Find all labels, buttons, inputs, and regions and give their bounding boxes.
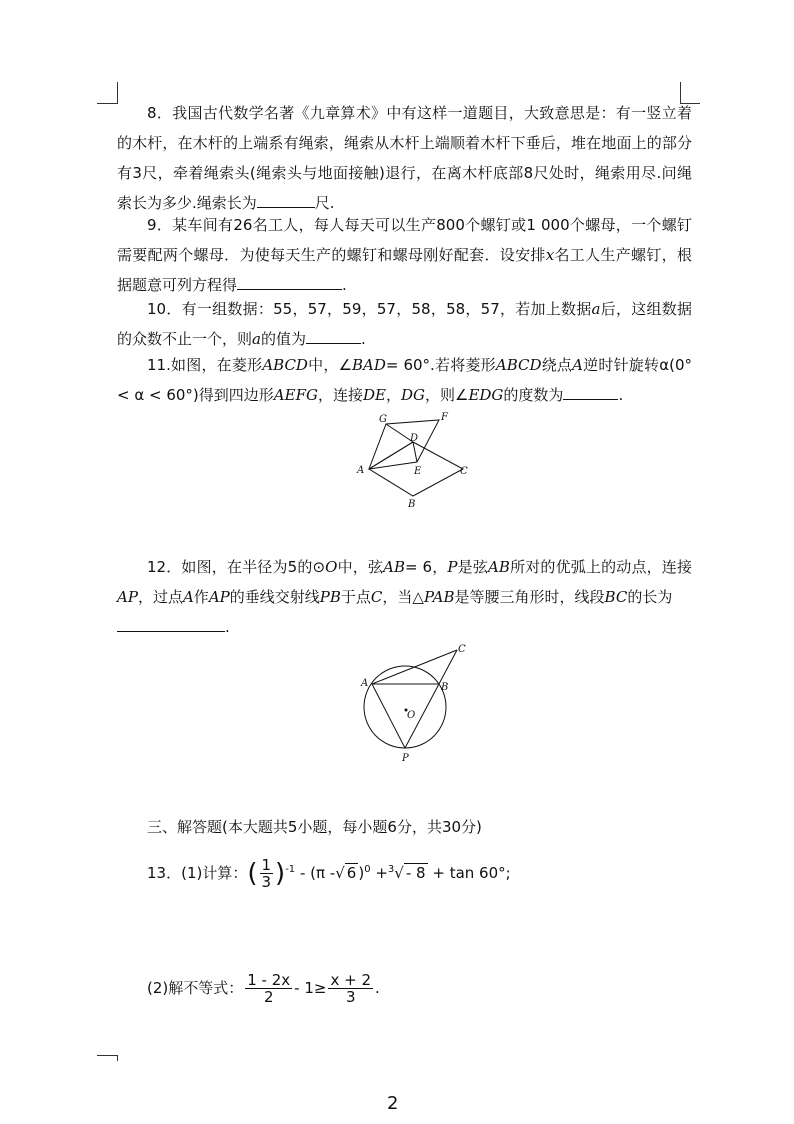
label-a: A xyxy=(357,465,365,476)
q12-p8: 的垂线交射线 xyxy=(229,588,320,606)
cbrt-sign: √ xyxy=(394,864,404,882)
inequality-mid: - 1≥ xyxy=(294,979,327,997)
crop-mark-bottom-left-v xyxy=(117,1055,118,1061)
label-b: B xyxy=(408,499,416,510)
q12-p5: 所对的优弧上的动点，连接 xyxy=(509,558,692,576)
sqrt-six: 6 xyxy=(346,864,357,882)
segment-dg xyxy=(386,424,413,442)
question-12 xyxy=(117,552,692,642)
segment-de xyxy=(413,442,417,462)
pi-minus: - (π - xyxy=(299,864,336,882)
q11-v7: DG xyxy=(400,386,425,404)
q12-v7: AP xyxy=(208,588,230,606)
q11-p2: 中，∠ xyxy=(307,356,353,374)
q10-text-c: 的值为 xyxy=(260,330,306,348)
q12-v5: AP xyxy=(117,588,138,606)
paren-close: ) xyxy=(275,858,286,889)
segment-ad xyxy=(369,442,413,469)
label-a: A xyxy=(361,678,369,689)
fraction-one-third xyxy=(260,857,274,890)
exp-neg1: -1 xyxy=(285,864,296,875)
segment-ap xyxy=(372,684,405,748)
fraction-left xyxy=(245,972,292,1005)
q9-var: x xyxy=(545,246,555,264)
q12-v8: PB xyxy=(319,588,341,606)
q11-tail: . xyxy=(618,386,624,404)
q12-tail: . xyxy=(225,618,230,636)
q11-v6: DE xyxy=(362,386,386,404)
q12-p4: 是弦 xyxy=(457,558,489,576)
q11-v1: ABCD xyxy=(262,356,308,374)
rhombus-figure xyxy=(350,410,480,515)
q12-v11: BC xyxy=(604,588,628,606)
q13-label1: 13．(1)计算： xyxy=(147,864,248,882)
q11-v3: ABCD xyxy=(495,356,542,374)
q12-answer-blank[interactable] xyxy=(117,617,225,632)
q12-v9: C xyxy=(370,588,383,606)
page-number: 2 xyxy=(387,1093,399,1114)
q13-part2 xyxy=(147,972,380,1005)
q11-v4: A xyxy=(572,356,583,374)
cube-root-index: 3 xyxy=(387,864,395,875)
label-d: D xyxy=(410,433,419,444)
q11-p6: ，连接 xyxy=(317,386,363,404)
fraction-right xyxy=(328,972,373,1005)
q9-tail: . xyxy=(342,276,347,294)
quad-aefg xyxy=(369,420,439,469)
q12-v10: PAB xyxy=(423,588,455,606)
label-f: F xyxy=(441,412,448,423)
q11-p3: = 60°.若将菱形 xyxy=(385,356,496,374)
crop-mark-bottom-left xyxy=(97,1055,117,1056)
q8-answer-blank[interactable] xyxy=(257,193,315,208)
paren-close-2: ) xyxy=(358,864,365,882)
q8-tail: 尺. xyxy=(314,194,335,212)
q12-p1: 12．如图，在半径为5的⊙ xyxy=(147,558,326,576)
q9-text-b: 名工人生产螺钉，根据题意可列方程得 xyxy=(117,246,692,294)
paren-open: ( xyxy=(247,858,258,889)
q11-v5: AEFG xyxy=(273,386,318,404)
q12-p10: ，当△ xyxy=(382,588,424,606)
q12-p9: 于点 xyxy=(340,588,371,606)
frac-right-den: 3 xyxy=(345,988,356,1006)
q12-p2: 中，弦 xyxy=(337,558,384,576)
exp-zero: 0 xyxy=(364,864,371,875)
q13-end: . xyxy=(375,979,380,997)
label-b: B xyxy=(441,682,449,693)
section-heading: 三、解答题(本大题共5小题，每小题6分，共30分) xyxy=(147,818,482,836)
frac-num: 1 xyxy=(261,856,272,874)
question-9 xyxy=(117,210,692,300)
q9-text-a: 9．某车间有26名工人，每人每天可以生产800个螺钉或1 000个螺母，一个螺钉需要配两个螺母．为使每天生产的螺钉和螺母刚好配套．设安排 xyxy=(117,216,692,264)
q11-p5: 逆时针旋转α(0° < α < 60°)得到四边形 xyxy=(117,356,692,404)
label-p: P xyxy=(402,753,409,764)
q11-p7: ， xyxy=(385,386,401,404)
crop-mark-top-left-h xyxy=(97,103,117,104)
circle-o xyxy=(364,666,449,748)
label-g: G xyxy=(379,414,387,425)
q11-v8: EDG xyxy=(468,386,504,404)
q12-p3: = 6， xyxy=(405,558,448,576)
q12-v2: AB xyxy=(383,558,405,576)
q11-p9: 的度数为 xyxy=(503,386,564,404)
ray-pb xyxy=(405,650,457,748)
q12-v1: O xyxy=(325,558,338,576)
frac-den: 3 xyxy=(261,873,272,891)
question-11 xyxy=(117,350,692,410)
q13-part1 xyxy=(147,855,511,890)
q11-p4: 绕点 xyxy=(541,356,573,374)
segment-ac xyxy=(372,650,457,684)
q10-var: a xyxy=(591,300,601,318)
q12-p7: 作 xyxy=(193,588,209,606)
cbrt-neg8: - 8 xyxy=(405,864,426,882)
q11-p1: 11.如图，在菱形 xyxy=(147,356,263,374)
q11-v2: BAD xyxy=(352,356,386,374)
q10-var2: a xyxy=(252,330,261,348)
q12-v4: AB xyxy=(488,558,510,576)
frac-left-den: 2 xyxy=(263,988,274,1006)
question-8 xyxy=(117,98,692,218)
question-10 xyxy=(117,294,692,354)
q12-v3: P xyxy=(447,558,458,576)
q10-tail: . xyxy=(360,330,366,348)
label-e: E xyxy=(414,466,422,477)
q10-text-a: 10．有一组数据：55，57，59，57，58，58，57，若加上数据 xyxy=(147,300,592,318)
circle-figure xyxy=(355,640,475,770)
q11-p8: ，则∠ xyxy=(425,386,469,404)
q12-p6: ，过点 xyxy=(137,588,183,606)
q12-p11: 是等腰三角形时，线段 xyxy=(454,588,605,606)
q9-answer-blank[interactable] xyxy=(237,275,342,290)
q13-label2: (2)解不等式： xyxy=(147,979,244,997)
sqrt-sign: √ xyxy=(335,864,345,882)
q10-text-b: 后，这组数据的众数不止一个，则 xyxy=(117,300,692,348)
q11-answer-blank[interactable] xyxy=(563,385,618,400)
q8-text: 8．我国古代数学名著《九章算术》中有这样一道题目，大致意思是：有一竖立着的木杆，在木杆的上端系有绳索，绳索从木杆上端顺着木杆下垂后，堆在地面上的部分有3尺，牵着绳索头(绳索头与地面接触)退行，在离木杆底部8尺处时，绳索用尽.问绳索长为多少.绳索长为 xyxy=(117,104,692,212)
q12-p12: 的长为 xyxy=(627,588,673,606)
label-c: C xyxy=(458,644,466,655)
q12-v6: A xyxy=(182,588,194,606)
label-c: C xyxy=(460,466,468,477)
q10-answer-blank[interactable] xyxy=(306,329,361,344)
frac-right-num: x + 2 xyxy=(330,971,371,989)
frac-left-num: 1 - 2x xyxy=(247,971,291,989)
plus-sign: + xyxy=(375,864,388,882)
tan-term: + tan 60°; xyxy=(432,864,511,882)
label-o: O xyxy=(407,710,416,721)
